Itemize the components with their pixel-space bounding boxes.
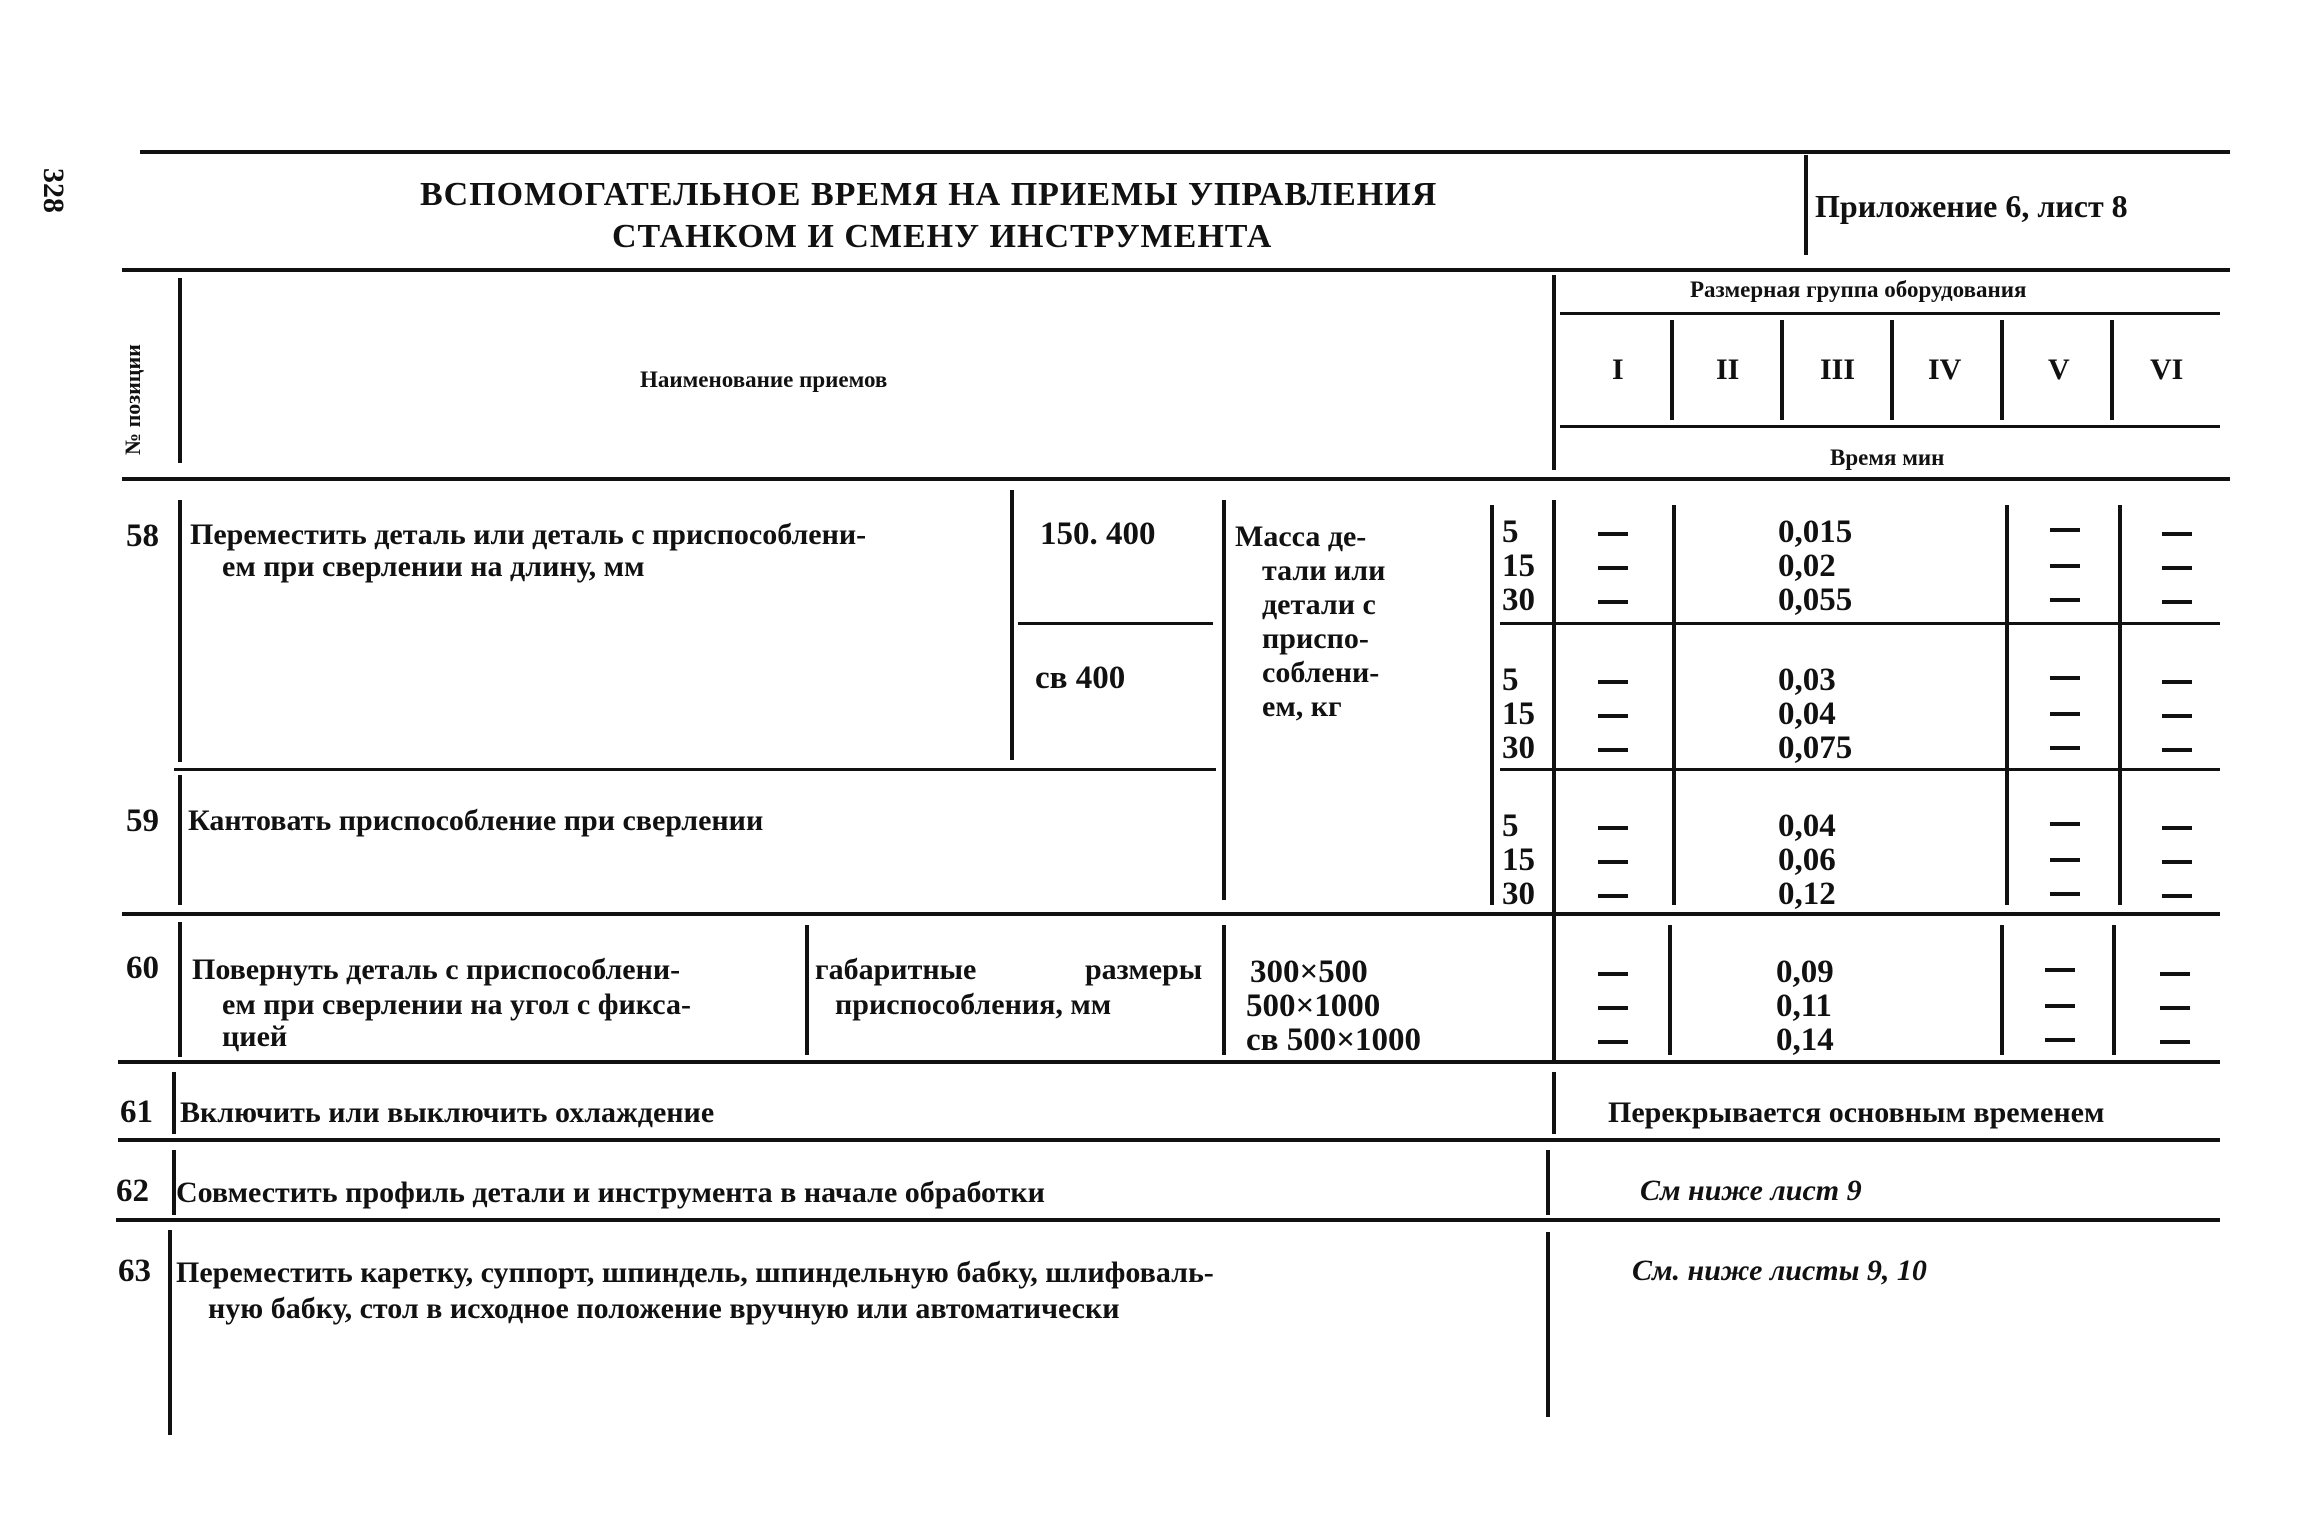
mass-column-v — [1222, 500, 1226, 900]
row-62-note: См ниже лист 9 — [1640, 1174, 1862, 1207]
page-number: 328 — [37, 168, 70, 213]
row-63-v-left — [168, 1230, 172, 1435]
row-58b-dash-V-1 — [2050, 676, 2080, 680]
group-III: III — [1820, 353, 1856, 386]
row-60-dash-VI-2 — [2160, 1006, 2190, 1010]
row-58a-dash-V-2 — [2050, 564, 2080, 568]
row-60-text-2: ем при сверлении на угол с фикса- — [222, 988, 691, 1021]
row-58b-dash-VI-3 — [2162, 748, 2192, 752]
row-62-bottom-rule — [116, 1218, 2220, 1222]
top-rule — [140, 150, 2230, 154]
header-v-name — [1552, 275, 1556, 470]
row-58-v-length — [1010, 490, 1014, 760]
row-60-dash-I-2 — [1598, 1006, 1628, 1010]
row-58b-mass-3: 30 — [1502, 730, 1535, 766]
row-59-dash-V-1 — [2050, 822, 2080, 826]
col-V-v-58 — [2005, 505, 2009, 905]
row-63-text-1: Переместить каретку, суппорт, шпиндель, шпиндельную бабку, шлифоваль- — [176, 1256, 1214, 1289]
header-time-unit: Время мин — [1830, 445, 1945, 470]
row-59-text-1: Кантовать приспособление при сверлении — [188, 804, 764, 837]
appendix-label: Приложение 6, лист 8 — [1815, 188, 2128, 224]
row-59-value-3: 0,12 — [1778, 876, 1836, 912]
row-63-text-2: ную бабку, стол в исходное положение вручную или автоматически — [208, 1292, 1120, 1325]
row-58b-value-1: 0,03 — [1778, 662, 1836, 698]
row-60-dash-VI-1 — [2160, 972, 2190, 976]
row-58a-dash-I-2 — [1598, 566, 1628, 570]
row-63-v-right — [1546, 1232, 1550, 1417]
header-position-no: № позиции — [120, 344, 145, 455]
row-60-value-1: 0,09 — [1776, 954, 1834, 990]
title-line-1: ВСПОМОГАТЕЛЬНОЕ ВРЕМЯ НА ПРИЕМЫ УПРАВЛЕНИЯ — [420, 176, 1438, 213]
row-60-dash-V-2 — [2045, 1004, 2075, 1008]
row-63-note: См. ниже листы 9, 10 — [1632, 1254, 1927, 1287]
row-60-value-2: 0,11 — [1776, 988, 1832, 1024]
col-II-v-58 — [1672, 505, 1676, 905]
row-59-dash-V-3 — [2050, 892, 2080, 896]
row-61-v-left — [172, 1072, 176, 1134]
row-59-dash-V-2 — [2050, 858, 2080, 862]
row-60-size-2: 500×1000 — [1246, 988, 1381, 1024]
row-61-v-right — [1552, 1072, 1556, 1134]
row-58b-dash-V-3 — [2050, 746, 2080, 750]
row-60-size-3: св 500×1000 — [1246, 1022, 1422, 1058]
row-59-v-left — [178, 775, 182, 905]
row-59-dash-I-2 — [1598, 860, 1628, 864]
header-time-rule — [1560, 425, 2220, 428]
row-59-mass-2: 15 — [1502, 842, 1535, 878]
row-59-dash-VI-3 — [2162, 894, 2192, 898]
row-59-mass-3: 30 — [1502, 876, 1535, 912]
row-60-size-1: 300×500 — [1250, 954, 1368, 990]
row-58-bottom-rule-right — [1500, 768, 2220, 771]
header-group-div-2 — [1780, 320, 1784, 420]
row-60-value-3: 0,14 — [1776, 1022, 1834, 1058]
row-58-no: 58 — [126, 518, 159, 554]
col-VI-v-58 — [2118, 505, 2122, 905]
row-58b-value-3: 0,075 — [1778, 730, 1853, 766]
row-60-no: 60 — [126, 950, 159, 986]
row-60-dash-V-3 — [2045, 1038, 2075, 1042]
row-58a-value-3: 0,055 — [1778, 582, 1853, 618]
row-60-dash-VI-3 — [2160, 1040, 2190, 1044]
mass-label-6: ем, кг — [1262, 690, 1342, 723]
row-62-v-right — [1546, 1150, 1550, 1215]
row-58-length-1: 150. 400 — [1040, 516, 1156, 552]
row-58a-value-2: 0,02 — [1778, 548, 1836, 584]
row-59-value-2: 0,06 — [1778, 842, 1836, 878]
row-58a-dash-I-3 — [1598, 600, 1628, 604]
header-size-group: Размерная группа оборудования — [1690, 277, 2027, 302]
row-61-text-1: Включить или выключить охлаждение — [180, 1096, 715, 1129]
row-58a-dash-VI-3 — [2162, 600, 2192, 604]
row-58b-mass-2: 15 — [1502, 696, 1535, 732]
group-V: V — [2048, 353, 2070, 386]
mass-label-3: детали с — [1262, 588, 1376, 621]
row-58a-dash-V-1 — [2050, 528, 2080, 532]
row-59-value-1: 0,04 — [1778, 808, 1836, 844]
header-top-rule — [122, 268, 2230, 272]
header-operation-name: Наименование приемов — [640, 367, 888, 392]
row-59-dash-VI-1 — [2162, 826, 2192, 830]
row-58b-value-2: 0,04 — [1778, 696, 1836, 732]
row-58-text-2: ем при сверлении на длину, мм — [222, 550, 645, 583]
row-61-note: Перекрывается основным временем — [1608, 1096, 2105, 1129]
row-63-no: 63 — [118, 1253, 151, 1289]
row-58-length-divider — [1018, 622, 1213, 625]
row-60-v-param — [805, 925, 809, 1055]
row-58b-dash-I-2 — [1598, 714, 1628, 718]
row-58a-dash-V-3 — [2050, 598, 2080, 602]
row-59-no: 59 — [126, 803, 159, 839]
header-group-div-3 — [1890, 320, 1894, 420]
row-58b-mass-1: 5 — [1502, 662, 1519, 698]
row-59-mass-1: 5 — [1502, 808, 1519, 844]
row-59-dash-VI-2 — [2162, 860, 2192, 864]
row-59-dash-I-1 — [1598, 826, 1628, 830]
row-58-length-2: св 400 — [1035, 660, 1126, 696]
row-60-v-VI — [2112, 925, 2116, 1055]
row-62-text-1: Совместить профиль детали и инструмента в начале обработки — [176, 1176, 1045, 1209]
header-group-div-4 — [2000, 320, 2004, 420]
row-58b-dash-V-2 — [2050, 712, 2080, 716]
row-60-v-II — [1668, 925, 1672, 1055]
row-58b-dash-I-1 — [1598, 680, 1628, 684]
mass-values-v — [1490, 505, 1494, 905]
group-II: II — [1716, 353, 1740, 386]
row-60-param-1a: габаритные — [815, 953, 977, 986]
row-58b-dash-VI-1 — [2162, 680, 2192, 684]
row-58a-dash-VI-1 — [2162, 532, 2192, 536]
row-58a-mass-rule — [1500, 622, 2220, 625]
row-58a-dash-VI-2 — [2162, 566, 2192, 570]
col-I-v — [1552, 500, 1556, 1060]
row-58a-mass-2: 15 — [1502, 548, 1535, 584]
appendix-divider — [1804, 155, 1808, 255]
row-61-bottom-rule — [118, 1138, 2220, 1142]
row-58a-mass-1: 5 — [1502, 514, 1519, 550]
row-60-dash-I-3 — [1598, 1040, 1628, 1044]
row-62-no: 62 — [116, 1173, 149, 1209]
row-60-v-V — [2000, 925, 2004, 1055]
header-group-div-1 — [1670, 320, 1674, 420]
mass-label-1: Масса де- — [1235, 520, 1367, 553]
mass-label-2: тали или — [1262, 554, 1386, 587]
row-58-v-left — [178, 500, 182, 762]
group-IV: IV — [1928, 353, 1962, 386]
row-60-bottom-rule — [118, 1060, 2220, 1064]
row-58b-dash-VI-2 — [2162, 714, 2192, 718]
row-60-dash-V-1 — [2045, 968, 2075, 972]
row-60-v-left — [178, 922, 182, 1057]
title-line-2: СТАНКОМ И СМЕНУ ИНСТРУМЕНТА — [612, 218, 1273, 255]
row-58b-dash-I-3 — [1598, 748, 1628, 752]
group-VI: VI — [2150, 353, 2184, 386]
row-58a-value-1: 0,015 — [1778, 514, 1853, 550]
row-60-text-3: цией — [222, 1020, 288, 1053]
row-60-param-2: приспособления, мм — [835, 988, 1112, 1021]
row-60-dash-I-1 — [1598, 972, 1628, 976]
header-groups-top — [1560, 312, 2220, 315]
header-v-position — [178, 278, 182, 463]
header-group-div-5 — [2110, 320, 2114, 420]
row-58a-mass-3: 30 — [1502, 582, 1535, 618]
mass-label-4: приспо- — [1262, 622, 1369, 655]
row-60-v-sizes — [1222, 925, 1226, 1055]
row-58a-dash-I-1 — [1598, 532, 1628, 536]
row-60-param-1b: размеры — [1085, 953, 1203, 986]
header-bottom-rule — [122, 477, 2230, 481]
row-58-bottom-rule-left — [174, 768, 1216, 771]
row-59-dash-I-3 — [1598, 894, 1628, 898]
row-60-text-1: Повернуть деталь с приспособлени- — [192, 953, 681, 986]
mass-label-5: соблени- — [1262, 656, 1380, 689]
row-59-bottom-rule — [122, 912, 2220, 916]
row-61-no: 61 — [120, 1094, 153, 1130]
group-I: I — [1612, 353, 1624, 386]
row-58-text-1: Переместить деталь или деталь с приспособлени- — [190, 518, 867, 551]
